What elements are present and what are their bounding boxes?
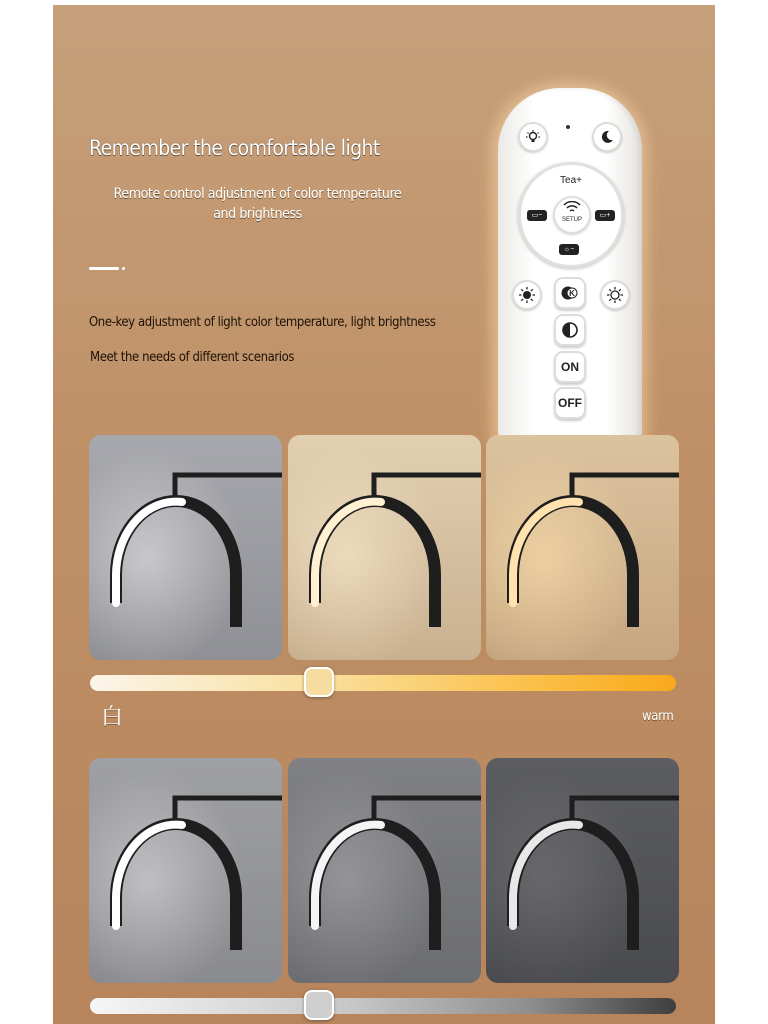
wifi-icon <box>555 201 589 217</box>
feature-text-1: One-key adjustment of light color temperature, light brightness <box>89 315 436 330</box>
divider-dot <box>122 267 125 270</box>
lamp-photo-dim <box>486 758 679 983</box>
label-white: 白 <box>101 705 123 730</box>
brightness-up-icon[interactable] <box>600 280 630 310</box>
label-warm: warm <box>642 709 674 724</box>
lamp-photo-cool <box>89 435 282 660</box>
brightness-knob[interactable] <box>304 990 334 1020</box>
indicator-led <box>566 125 570 129</box>
feature-text-2: Meet the needs of different scenarios <box>90 350 295 365</box>
divider <box>89 266 127 270</box>
brightness-slider[interactable] <box>90 998 676 1014</box>
lamp-photo-neutral <box>288 435 481 660</box>
lamp-photo-warm <box>486 435 679 660</box>
setup-button[interactable] <box>553 196 591 234</box>
tea-plus-button[interactable]: Tea+ <box>560 175 582 186</box>
k-label: K <box>569 289 575 298</box>
brightness-minus-icon[interactable]: ☼− <box>559 244 579 255</box>
divider-bar <box>89 267 119 270</box>
off-button[interactable]: OFF <box>554 387 586 419</box>
sun-icon[interactable] <box>512 280 542 310</box>
lamp-photo-medium <box>288 758 481 983</box>
color-temperature-slider[interactable] <box>90 675 676 691</box>
remote-control <box>498 88 642 448</box>
bulb-icon[interactable] <box>518 122 548 152</box>
color-temperature-knob[interactable] <box>304 667 334 697</box>
color-temp-minus-icon[interactable]: ▭− <box>527 210 547 221</box>
contrast-icon[interactable] <box>554 314 586 346</box>
moon-icon[interactable] <box>592 122 622 152</box>
product-banner <box>53 5 715 1024</box>
lamp-photo-bright <box>89 758 282 983</box>
headline: Remember the comfortable light <box>89 136 380 160</box>
k-button[interactable] <box>554 277 586 309</box>
color-temp-plus-icon[interactable]: ▭+ <box>595 210 615 221</box>
control-dial <box>518 162 624 268</box>
setup-label: SETUP <box>561 217 582 223</box>
on-button[interactable]: ON <box>554 351 586 383</box>
subhead <box>89 184 426 224</box>
subhead-line-1: Remote control adjustment of color temperature <box>113 186 402 202</box>
subhead-line-2: and brightness <box>213 206 302 222</box>
